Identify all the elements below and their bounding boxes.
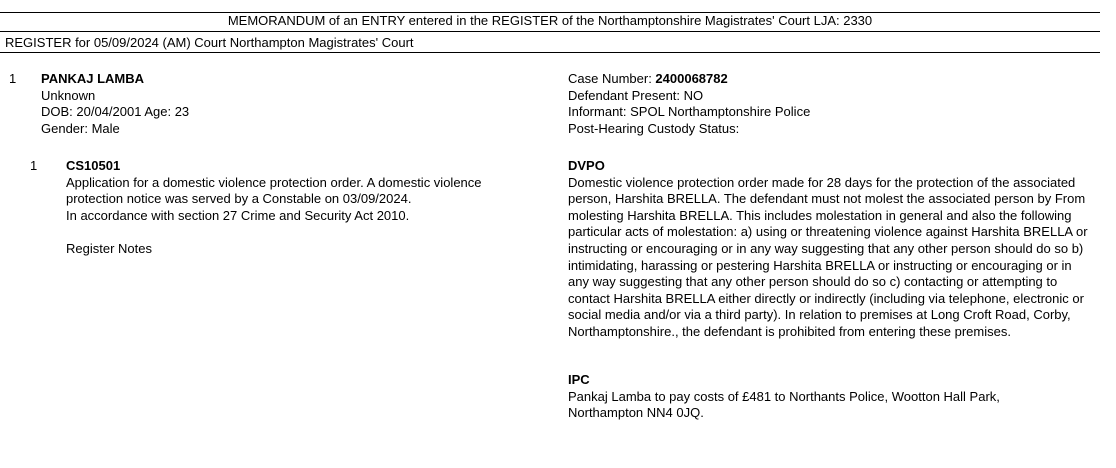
result-text: Pankaj Lamba to pay costs of £481 to Northants Police, Wootton Hall Park, Northampton NN4 0JQ. [568,388,1000,421]
offence-legislation: In accordance with section 27 Crime and Security Act 2010. [66,207,410,223]
memo-title: MEMORANDUM of an ENTRY entered in the REGISTER of the Northamptonshire Magistrates' Court LJA: 2330 [227,13,873,28]
offence-block [66,158,516,258]
result-code: IPC [568,372,590,387]
result-dvpo [568,158,1094,341]
defendant-block [41,71,521,137]
offence-index: 1 [30,158,38,173]
defendant-index: 1 [9,71,17,86]
case-number-label: Case Number: [568,71,656,86]
defendant-dob-age: DOB: 20/04/2001 Age: 23 [41,104,190,120]
register-rule [0,52,1100,53]
case-block [568,71,1098,137]
result-code: DVPO [568,158,605,173]
custody-status: Post-Hearing Custody Status: [568,120,740,136]
offence-description: Application for a domestic violence protection order. A domestic violence protection notice was served by a Constable on 03/09/2024. [66,174,482,207]
register-notes: Register Notes [66,240,152,256]
informant: Informant: SPOL Northamptonshire Police [568,104,811,120]
result-text: Domestic violence protection order made for 28 days for the protection of the associated person, Harshita BRELLA. The defendant must not molest the associated person by From molesting Harshita BRELLA. This includes molestation in general and also the following particular acts of molestation: a) using or threatening violence against Harshita BRELLA or instructing or encouraging or in any way suggesting that any other person should do so b) intimidating, harassing or pestering Harshita BRELLA or instructing or encouraging or in any way suggesting that any other person should do so c) contacting or attempting to contact Harshita BRELLA either directly or indirectly (including via telephone, electronic or social media and/or via a third party). In relation to premises at Long Croft Road, Corby, Northamptonshire., the defendant is prohibited from entering these premises. [568,174,1088,339]
case-number-row [568,71,1098,88]
result-ipc [568,372,1038,422]
title-rule [0,31,1100,32]
defendant-present: Defendant Present: NO [568,87,704,103]
case-number: 2400068782 [655,71,728,86]
defendant-address: Unknown [41,87,96,103]
defendant-name: PANKAJ LAMBA [41,71,145,86]
defendant-gender: Gender: Male [41,120,120,136]
register-line: REGISTER for 05/09/2024 (AM) Court Northampton Magistrates' Court [5,35,414,50]
offence-code: CS10501 [66,158,121,173]
